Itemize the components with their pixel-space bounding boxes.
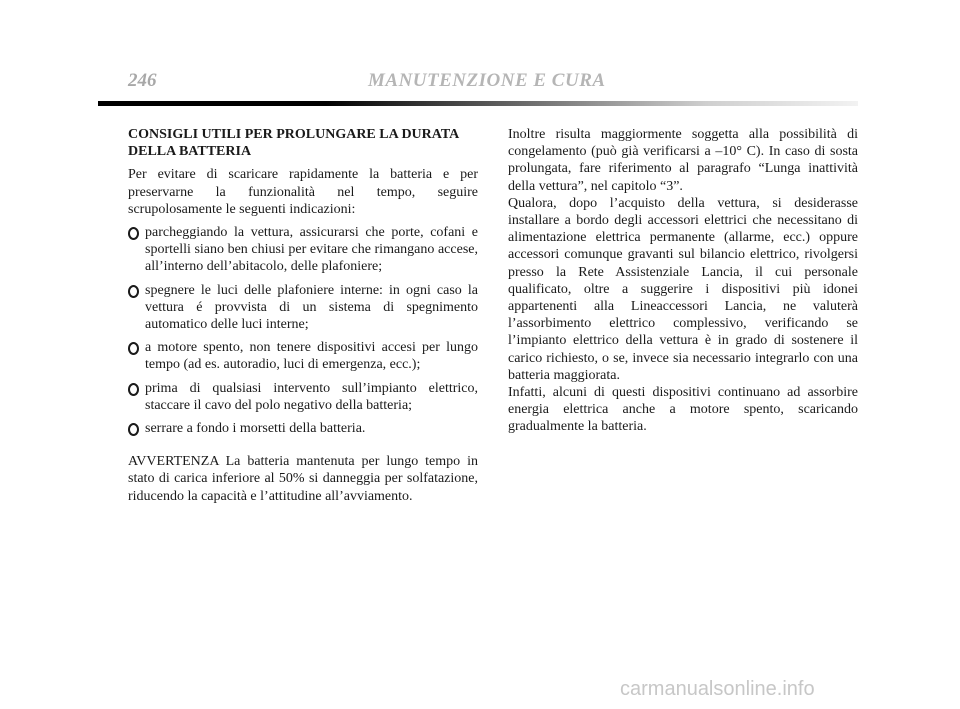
warning-paragraph: AVVERTENZA La batteria mantenuta per lungo tempo in stato di carica inferiore al 50% si danneggia per solfatazione, riducendo la capacità e l’attitudine all’avviamento. xyxy=(128,454,478,504)
list-item-text: prima di qualsiasi intervento sull’impianto elettrico, staccare il cavo del polo negativo della batteria; xyxy=(145,380,478,413)
list-item-text: a motore spento, non tenere dispositivi accesi per lungo tempo (ad es. autoradio, luci di emergenza, ecc.); xyxy=(145,340,478,373)
section-heading: CONSIGLI UTILI PER PROLUNGARE LA DURATA DELLA BATTERIA xyxy=(128,127,459,160)
bullet-icon xyxy=(128,285,139,298)
list-item xyxy=(128,420,478,437)
list-item xyxy=(128,282,478,334)
bullet-icon xyxy=(128,342,139,355)
paragraph: Inoltre risulta maggiormente soggetta alla possibilità di congelamento (può già verificarsi a –10° C). In caso di sosta prolungata, fare riferimento al paragrafo “Lunga inattività della vettura”, nel capitolo “3”. xyxy=(508,127,858,194)
intro-paragraph: Per evitare di scaricare rapidamente la batteria e per preservarne la funzionalità nel tempo, seguire scrupolosamente le seguenti indicazioni: xyxy=(128,167,478,217)
page-header xyxy=(128,70,858,100)
list-item xyxy=(128,339,478,373)
paragraph: Infatti, alcuni di questi dispositivi continuano ad assorbire energia elettrica anche a motore spento, scaricando gradualmente la batteria. xyxy=(508,385,858,435)
list-item-text: serrare a fondo i morsetti della batteria. xyxy=(145,421,366,437)
bullet-icon xyxy=(128,423,139,436)
running-title: MANUTENZIONE E CURA xyxy=(368,70,606,91)
watermark: carmanualsonline.info xyxy=(620,678,815,700)
header-rule xyxy=(98,101,858,106)
bullet-icon xyxy=(128,383,139,396)
list-item-text: parcheggiando la vettura, assicurarsi che porte, cofani e sportelli siano ben chiusi per evitare che rimangano accese, all’interno dell’abitacolo, delle plafoniere; xyxy=(145,225,478,275)
bullet-icon xyxy=(128,227,139,240)
tips-list xyxy=(128,224,478,437)
list-item xyxy=(128,380,478,414)
paragraph: Qualora, dopo l’acquisto della vettura, si desiderasse installare a bordo degli accessori elettrici che necessitano di alimentazione elettrica permanente (allarme, ecc.) oppure accessori comunque gravanti sul bilancio elettrico, rivolgersi presso la Rete Assistenziale Lancia, il cui personale qualificato, oltre a suggerire i dispositivi più idonei appartenenti alla Lineaccessori Lancia, ne valuterà l’assorbimento elettrico complessivo, verificando se l’impianto elettrico della vettura è in grado di sostenere il carico richiesto, o se, invece sia necessario integrarlo con una batteria maggiorata. xyxy=(508,195,858,383)
right-column xyxy=(508,126,858,436)
list-item xyxy=(128,224,478,276)
left-column xyxy=(128,126,478,505)
list-item-text: spegnere le luci delle plafoniere interne: in ogni caso la vettura é provvista di un sistema di spegnimento automatico delle luci interne; xyxy=(145,282,478,333)
page-number: 246 xyxy=(128,70,157,91)
